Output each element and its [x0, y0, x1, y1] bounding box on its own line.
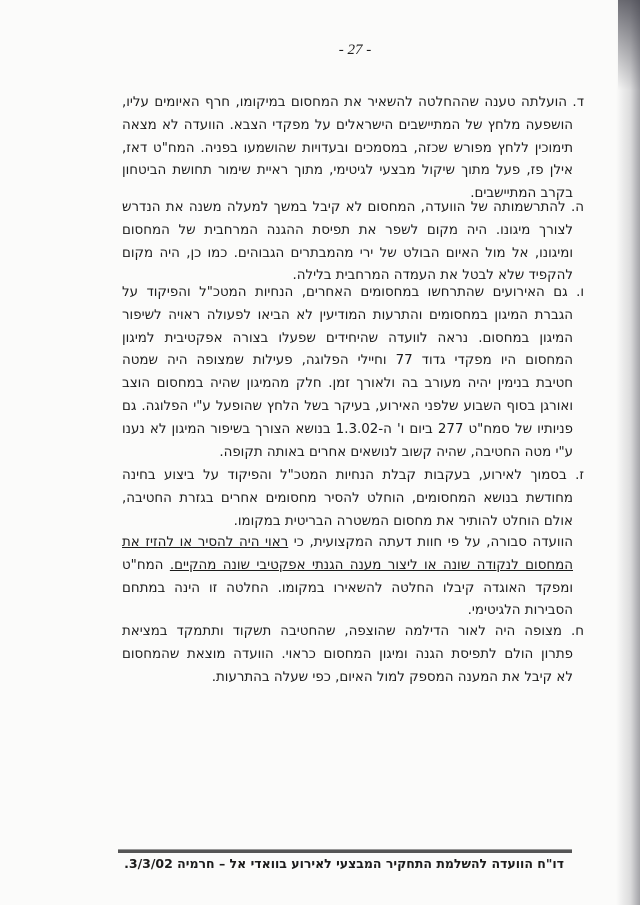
text-line [122, 532, 584, 555]
paragraph-z [122, 465, 584, 533]
text-plain: המח"ט [122, 557, 170, 573]
text-line-content: ע"י מטה החטיבה, שהיה קשוב לנושאים אחרים באותה תקופה. [219, 444, 573, 460]
text-line-content: ז. בסמוך לאירוע, בעקבות קבלת הנחיות המטכ"ל והפיקוד על ביצוע בחינה [122, 468, 584, 483]
paragraph-committee-opinion [122, 532, 584, 623]
text-line [122, 328, 584, 351]
text-line [122, 488, 584, 511]
text-line [122, 373, 584, 396]
text-line-content: ו. גם האירועים שהתרחשו במחסומים האחרים, הנחיות המטכ"ל והפיקוד על [122, 285, 584, 300]
text-plain: ומפקד האוגדה קיבלו החלטה להשאירו במקומו. החלטה זו הינה במתחם [122, 580, 573, 596]
text-line-content: ד. הועלתה טענה שההחלטה להשאיר את המחסום במיקומו, חרף האיומים עליו, [122, 95, 584, 110]
text-underlined: המחסום לנקודה שונה או ליצור מענה הגנתי אפקטיבי שונה מהקיים. [169, 557, 573, 573]
footer-divider [118, 849, 572, 853]
text-line [122, 667, 584, 690]
text-line [122, 220, 584, 243]
text-line-content: חטיבת בנימין יהיה מעורב בה ולאורך זמן. חלק מהמיגון שהיה במחסום הוצב [122, 376, 573, 392]
text-line [122, 578, 584, 601]
text-line [122, 621, 584, 644]
text-underlined: ראוי היה להסיר או להזיז את [122, 535, 289, 550]
text-line-content: המחסום היו מפקדי גדוד 77 וחיילי הפלוגה, פעילות שמצופה היה שמטה [122, 353, 573, 369]
text-line [122, 138, 584, 161]
text-line-content: הגברת המיגון במחסומים והתרעות המודיעין לא הביאו לפעולה ראויה לשיפור [122, 307, 573, 323]
paragraph-v [122, 282, 584, 464]
text-line-content: פתרון הולם לתפיסת הגנה ומיגון המחסום כראוי. הוועדה מוצאת שהמחסום [122, 646, 573, 662]
text-line-content: הושפעה מלחץ של המתיישבים הישראלים על מפקדי הצבא. הוועדה לא מצאה [122, 117, 573, 133]
text-line [122, 442, 584, 465]
text-line [122, 350, 584, 373]
text-line [122, 115, 584, 138]
text-line-content: מחודשת בנושא המחסומים, הוחלט להסיר מחסומים אחרים בגזרת החטיבה, [122, 490, 573, 506]
text-line [122, 511, 584, 534]
text-line [122, 197, 584, 220]
text-line [122, 160, 584, 183]
text-line [122, 92, 584, 115]
paragraph-h [122, 197, 584, 288]
text-line [122, 419, 584, 442]
text-plain: הסבירות הלגיטימי. [467, 603, 573, 619]
text-line [122, 305, 584, 328]
text-line-content: אילן פז, פעל מתוך שיקול מבצעי לגיטימי, מתוך ראיית שימור תחושת הביטחון [122, 163, 573, 179]
text-line [122, 243, 584, 266]
text-line [122, 465, 584, 488]
page-number: - 27 - [338, 42, 372, 58]
paragraph-ch [122, 621, 584, 689]
text-line-content: ח. מצופה היה לאור הדילמה שהוצפה, שהחטיבה תשקוד ותתמקד במציאת [122, 624, 584, 639]
text-line [122, 644, 584, 667]
text-line [122, 555, 584, 578]
scan-edge-shadow [616, 0, 640, 905]
text-line-content: לצורך מיגונו. היה מקום לשפר את תפיסת ההגנה המרחבית של המחסום [122, 222, 573, 238]
text-line-content: ואורגן בסוף השבוע שלפני האירוע, בעיקר בשל הלחץ שהופעל ע"י הפלוגה. גם [122, 398, 573, 414]
text-line-content: המיגון במחסום. נראה לוועדה שהיחידים שפעלו בצורה אפקטיבית למיגון [122, 330, 573, 346]
text-line [122, 600, 584, 623]
text-line [122, 282, 584, 305]
text-line-content: לא קיבל את המענה המספק למול האיום, כפי שעלה בהתרעות. [211, 669, 573, 685]
text-line-content: אולם הוחלט להותיר את מחסום המשטרה הבריטית במקומו. [233, 513, 573, 529]
text-line-content: ומיגונו, אל מול האיום הבולט של ירי מהמבתרים הגבוהים. כמו כן, היה מקום [122, 245, 573, 261]
paragraph-d [122, 92, 584, 206]
footer-title: דו"ח הוועדה להשלמת התחקיר המבצעי לאירוע בוואדי אל – חרמיה 3/3/02. [124, 856, 564, 871]
text-line-content: להקפיד שלא לבטל את העמדה המרחבית בלילה. [292, 268, 573, 284]
text-line-content: ה. להתרשמותה של הוועדה, המחסום לא קיבל במשך למעלה משנה את הנדרש [122, 200, 584, 215]
scan-corner-shadow [618, 0, 640, 90]
text-line-content: פניותיו של סמח"ט 277 ביום ו' ה-1.3.02 בנושא הצורך בשיפור המיגון לא נענו [122, 421, 573, 437]
text-line-content: תימוכין ללחץ מפורש שכזה, במסמכים ובעדויות שהושמעו בפניה. המח"ט דאז, [122, 140, 573, 156]
text-line-content: בקרב המתיישבים. [470, 186, 573, 202]
text-plain: הוועדה סבורה, על פי חוות דעתה המקצועית, כי [288, 535, 573, 550]
text-line [122, 396, 584, 419]
